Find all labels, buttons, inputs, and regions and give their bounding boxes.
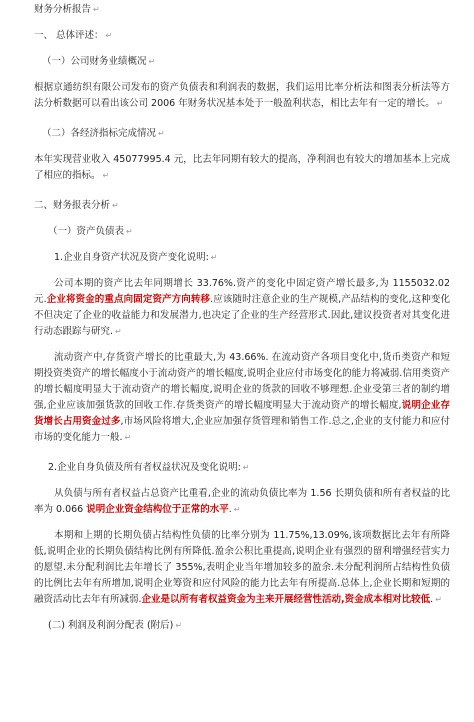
paragraph-indicators: 本年实现营业收入 45077995.4 元，比去年同期有较大的提高，净利润也有较大的增加基本上完成了相应的指标。 ↵ — [34, 154, 450, 181]
paragraph-mark-icon: ↵ — [148, 57, 156, 66]
paragraph-mark-icon: ↵ — [233, 505, 241, 514]
paragraph-mark-icon: ↵ — [102, 171, 110, 180]
paragraph-mark-icon: ↵ — [210, 253, 218, 262]
subheading-balance-sheet: （一）资产负债表 ↵ — [48, 226, 133, 237]
highlight-text: 说明企业存货增长占用资金过多 — [34, 400, 450, 427]
paragraph-performance: 根据京通纺织有限公司发布的资产负债表和利润表的数据，我们运用比率分析法和图表分析法等方法分析数据可以看出该公司 2006 年财务状况基本处于一般盈利状态，相比去年有一定的增长。 ↵ — [34, 82, 450, 109]
item-assets-heading: 1.企业自身资产状况及资产变化说明: ↵ — [54, 252, 218, 263]
paragraph-mark-icon: ↵ — [436, 99, 444, 108]
highlight-text: 企业是以所有者权益资金为主来开展经营性活动,资金成本相对比较低 — [141, 594, 431, 605]
paragraph-mark-icon: ↵ — [105, 31, 113, 40]
paragraph-mark-icon: ↵ — [175, 621, 183, 630]
subheading-performance: （一）公司财务业绩概况 ↵ — [42, 56, 156, 67]
paragraph-mark-icon: ↵ — [158, 129, 165, 138]
paragraph-assets-change: 公司本期的资产比去年同期增长 33.76%.资产的变化中固定资产增长最多,为 1155032.02 元.企业将资金的重点向固定资产方向转移.应该随时注意企业的生产规模,产品结构的变化,这种变化不但决定了企业的收益能力和发展潜力,也决定了企业的生产经营形式.因此,建议投资者对其变化进行动态跟踪与研究. ↵ — [34, 278, 450, 337]
section-overview-heading: 一、 总体评述： ↵ — [34, 30, 113, 41]
section-analysis-heading: 二、财务报表分析 ↵ — [34, 200, 119, 211]
paragraph-mark-icon: ↵ — [93, 5, 100, 14]
paragraph-mark-icon: ↵ — [242, 463, 250, 472]
paragraph-mark-icon: ↵ — [115, 327, 122, 336]
paragraph-mark-icon: ↵ — [126, 227, 133, 236]
paragraph-long-term-debt: 本期和上期的长期负债占结构性负债的比率分别为 11.75%,13.09%,该项数据比去年有所降低,说明企业的长期负债结构比例有所降低.盈余公积比重提高,说明企业有强烈的留利增强经营实力的愿望.未分配利润比去年增长了 355%,表明企业当年增加较多的盈余.未分配利润所占结构性负债的比例比去年有所增加,说明企业筹资和应付风险的能力比去年有所提高.总体上,企业长期和短期的融资活动比去年有所减弱.企业是以所有者权益资金为主来开展经营性活动,资金成本相对比较低. ↵ — [34, 530, 450, 605]
paragraph-mark-icon: ↵ — [124, 433, 132, 442]
subheading-indicators: （二）各经济指标完成情况 ↵ — [42, 128, 165, 139]
paragraph-mark-icon: ↵ — [112, 201, 119, 210]
paragraph-current-assets: 流动资产中,存货资产增长的比重最大,为 43.66%. 在流动资产各项目变化中,货币类资产和短期投资类资产的增长幅度小于流动资产的增长幅度,说明企业应付市场变化的能力将减弱.信用类资产的增长幅度明显大于流动资产的增长幅度,说明企业的货款的回收不够理想.企业受第三者的制约增强,企业应该加强货款的回收工作.存货类资产的增长幅度明显大于流动资产的增长幅度,说明企业存货增长占用资金过多,市场风险将增大,企业应加强存货管理和销售工作.总之,企业的支付能力和应付市场的变化能力一般. ↵ — [34, 352, 450, 443]
doc-title: 财务分析报告 ↵ — [34, 4, 100, 15]
highlight-text: 说明企业资金结构位于正常的水平 — [86, 504, 229, 515]
item-liabilities-heading: 2.企业自身负债及所有者权益状况及变化说明: ↵ — [48, 462, 250, 473]
paragraph-liabilities-ratio: 从负债与所有者权益占总资产比重看,企业的流动负债比率为 1.56 长期负债和所有者权益的比率为 0.066 说明企业资金结构位于正常的水平. ↵ — [34, 488, 450, 515]
highlight-text: 企业将资金的重点向固定资产方向转移 — [46, 294, 211, 305]
subheading-income-statement: (二) 利润及利润分配表 (附后) ↵ — [48, 620, 183, 631]
paragraph-mark-icon: ↵ — [435, 595, 442, 604]
